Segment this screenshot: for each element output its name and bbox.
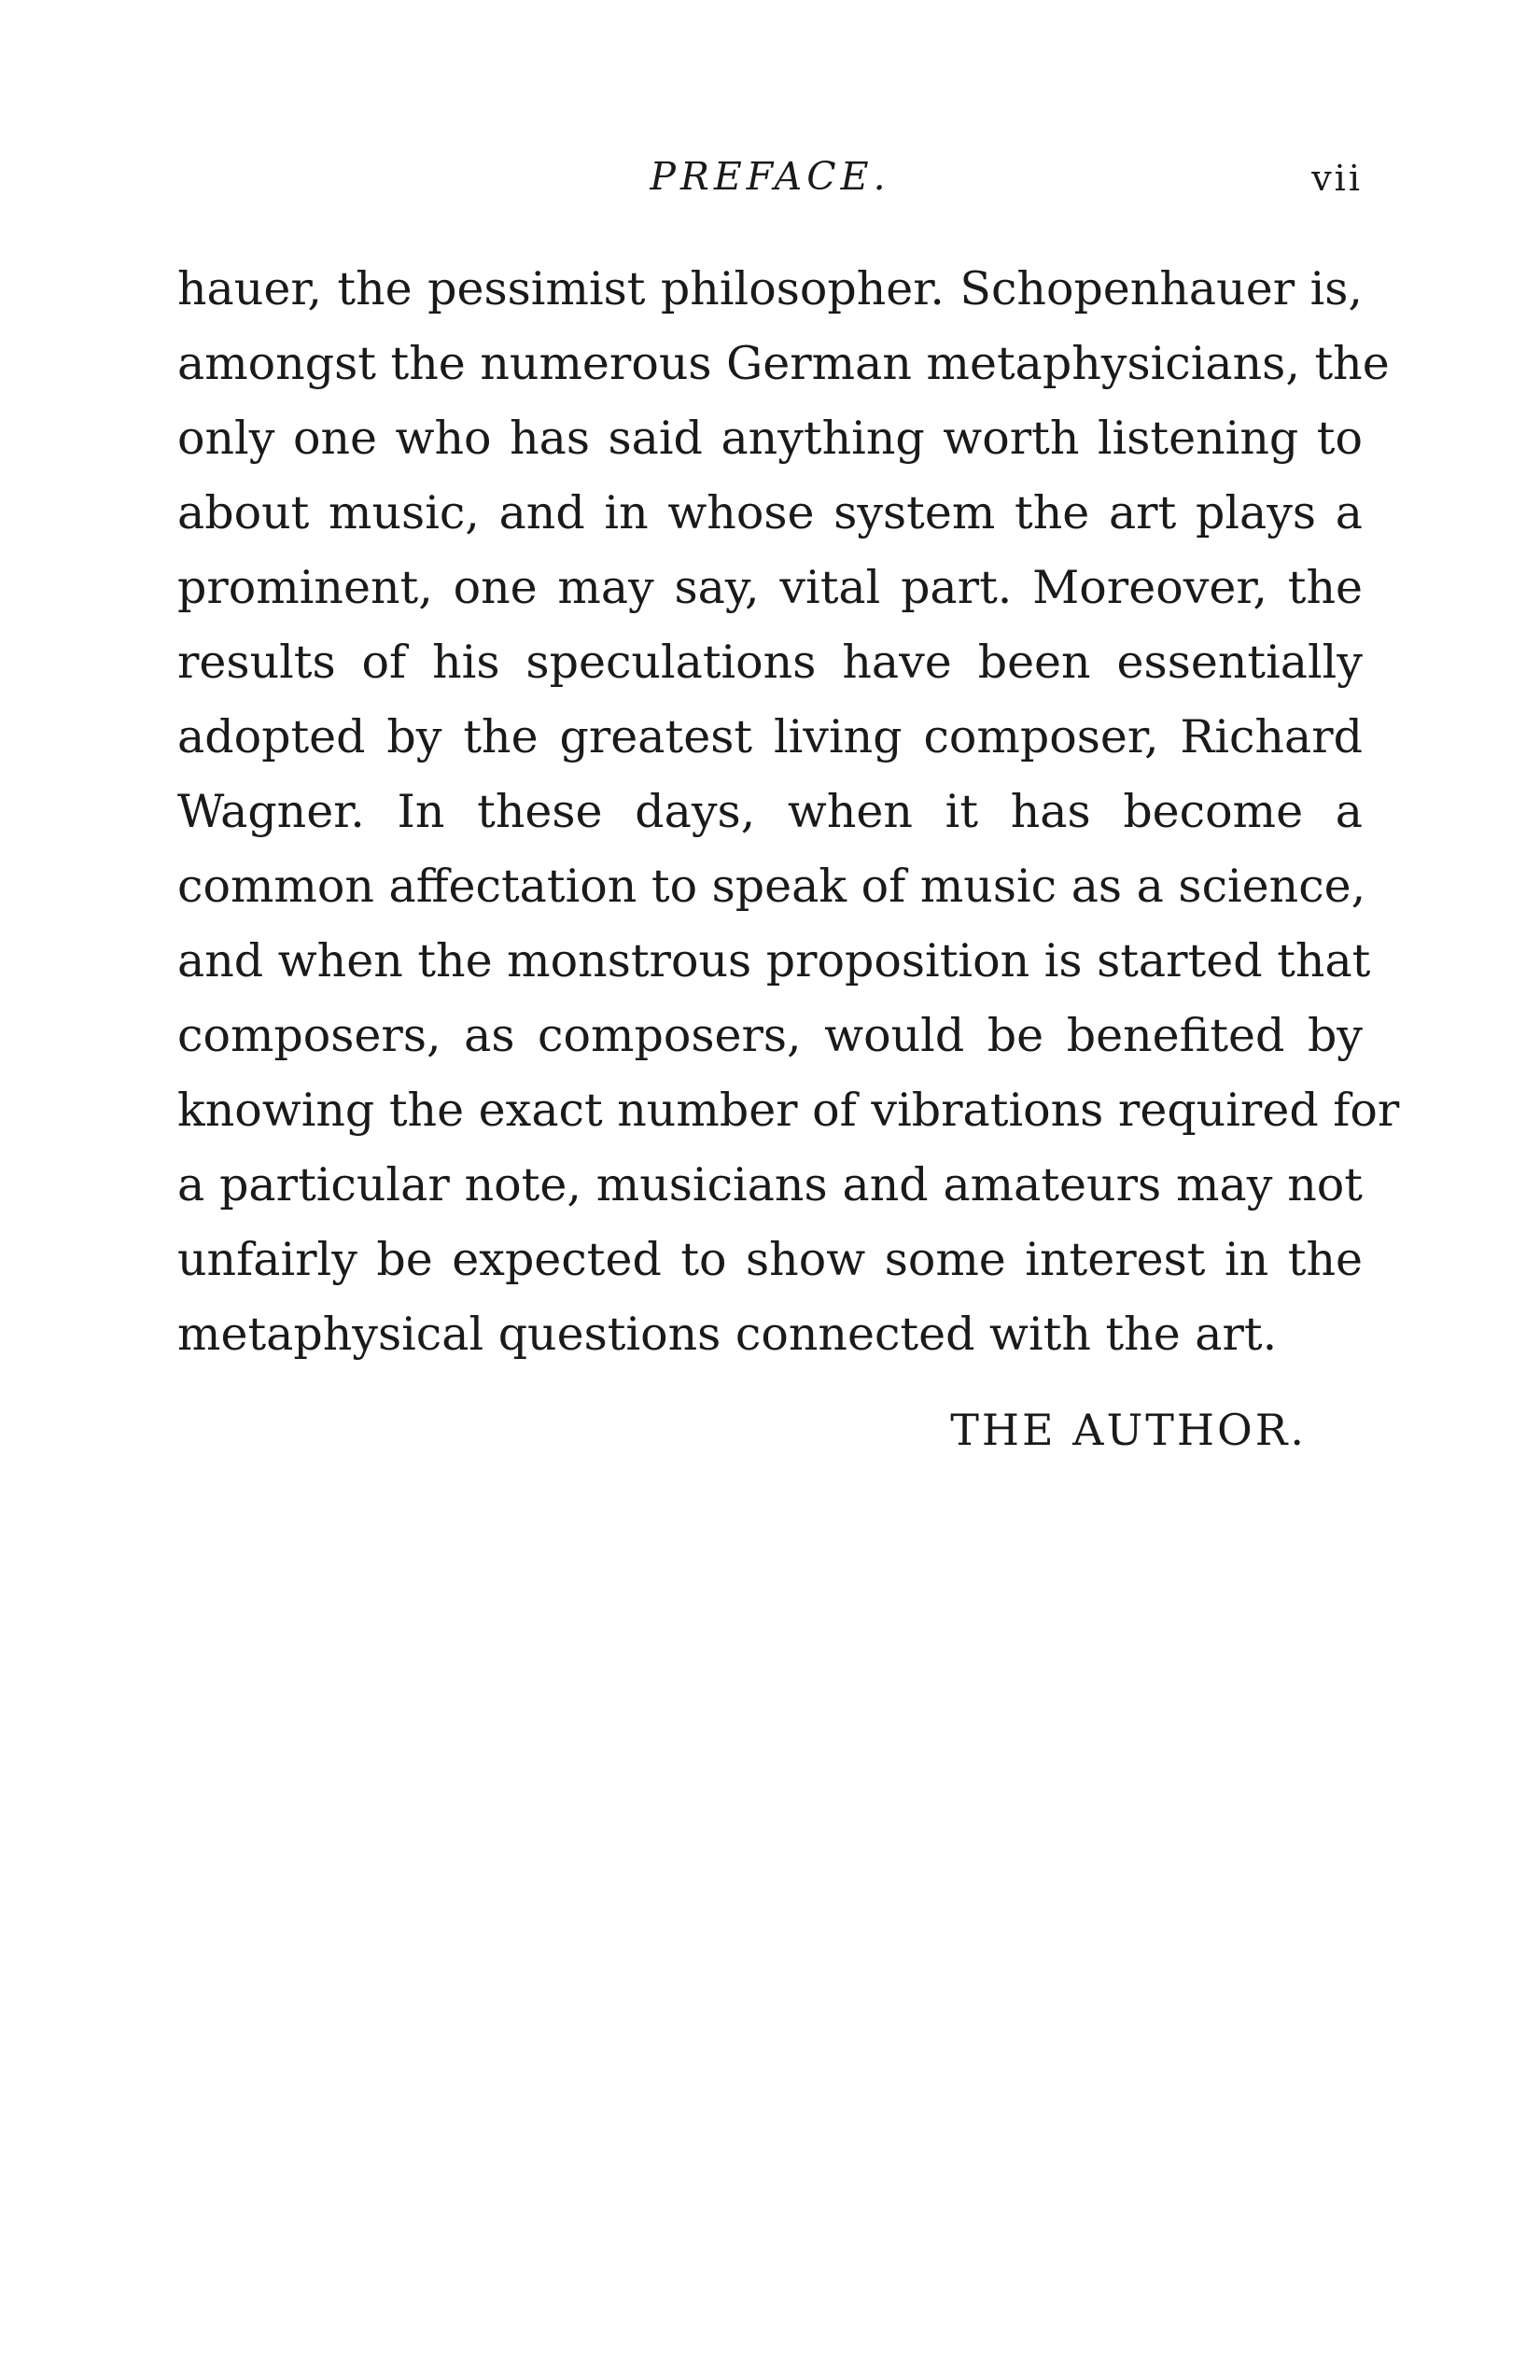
text-line: results of his speculations have been essentially: [177, 636, 1363, 689]
text-line: and when the monstrous proposition is started that: [177, 934, 1371, 987]
text-line: adopted by the greatest living composer, Richard: [177, 710, 1363, 763]
text-line: only one who has said anything worth listening to: [177, 412, 1363, 465]
running-head: [177, 154, 1363, 210]
page-number: vii: [1311, 158, 1363, 199]
text-line: metaphysical questions connected with the art.: [177, 1308, 1278, 1361]
preface-body: [177, 252, 1400, 1372]
text-line: about music, and in whose system the art plays a: [177, 486, 1363, 539]
text-line: hauer, the pessimist philosopher. Schopenhauer is,: [177, 262, 1363, 315]
text-line: knowing the exact number of vibrations required for: [177, 1084, 1400, 1137]
text-line: common affectation to speak of music as a science,: [177, 860, 1366, 913]
running-title: PREFACE.: [650, 154, 890, 199]
author-signature: THE AUTHOR.: [950, 1405, 1307, 1455]
text-line: Wagner. In these days, when it has become a: [177, 785, 1363, 838]
text-line: amongst the numerous German metaphysicians, the: [177, 337, 1390, 390]
text-line: prominent, one may say, vital part. Moreover, the: [177, 561, 1363, 614]
text-line: a particular note, musicians and amateurs may not: [177, 1158, 1363, 1211]
text-line: composers, as composers, would be benefited by: [177, 1009, 1363, 1062]
text-line: unfairly be expected to show some interest in the: [177, 1233, 1363, 1286]
